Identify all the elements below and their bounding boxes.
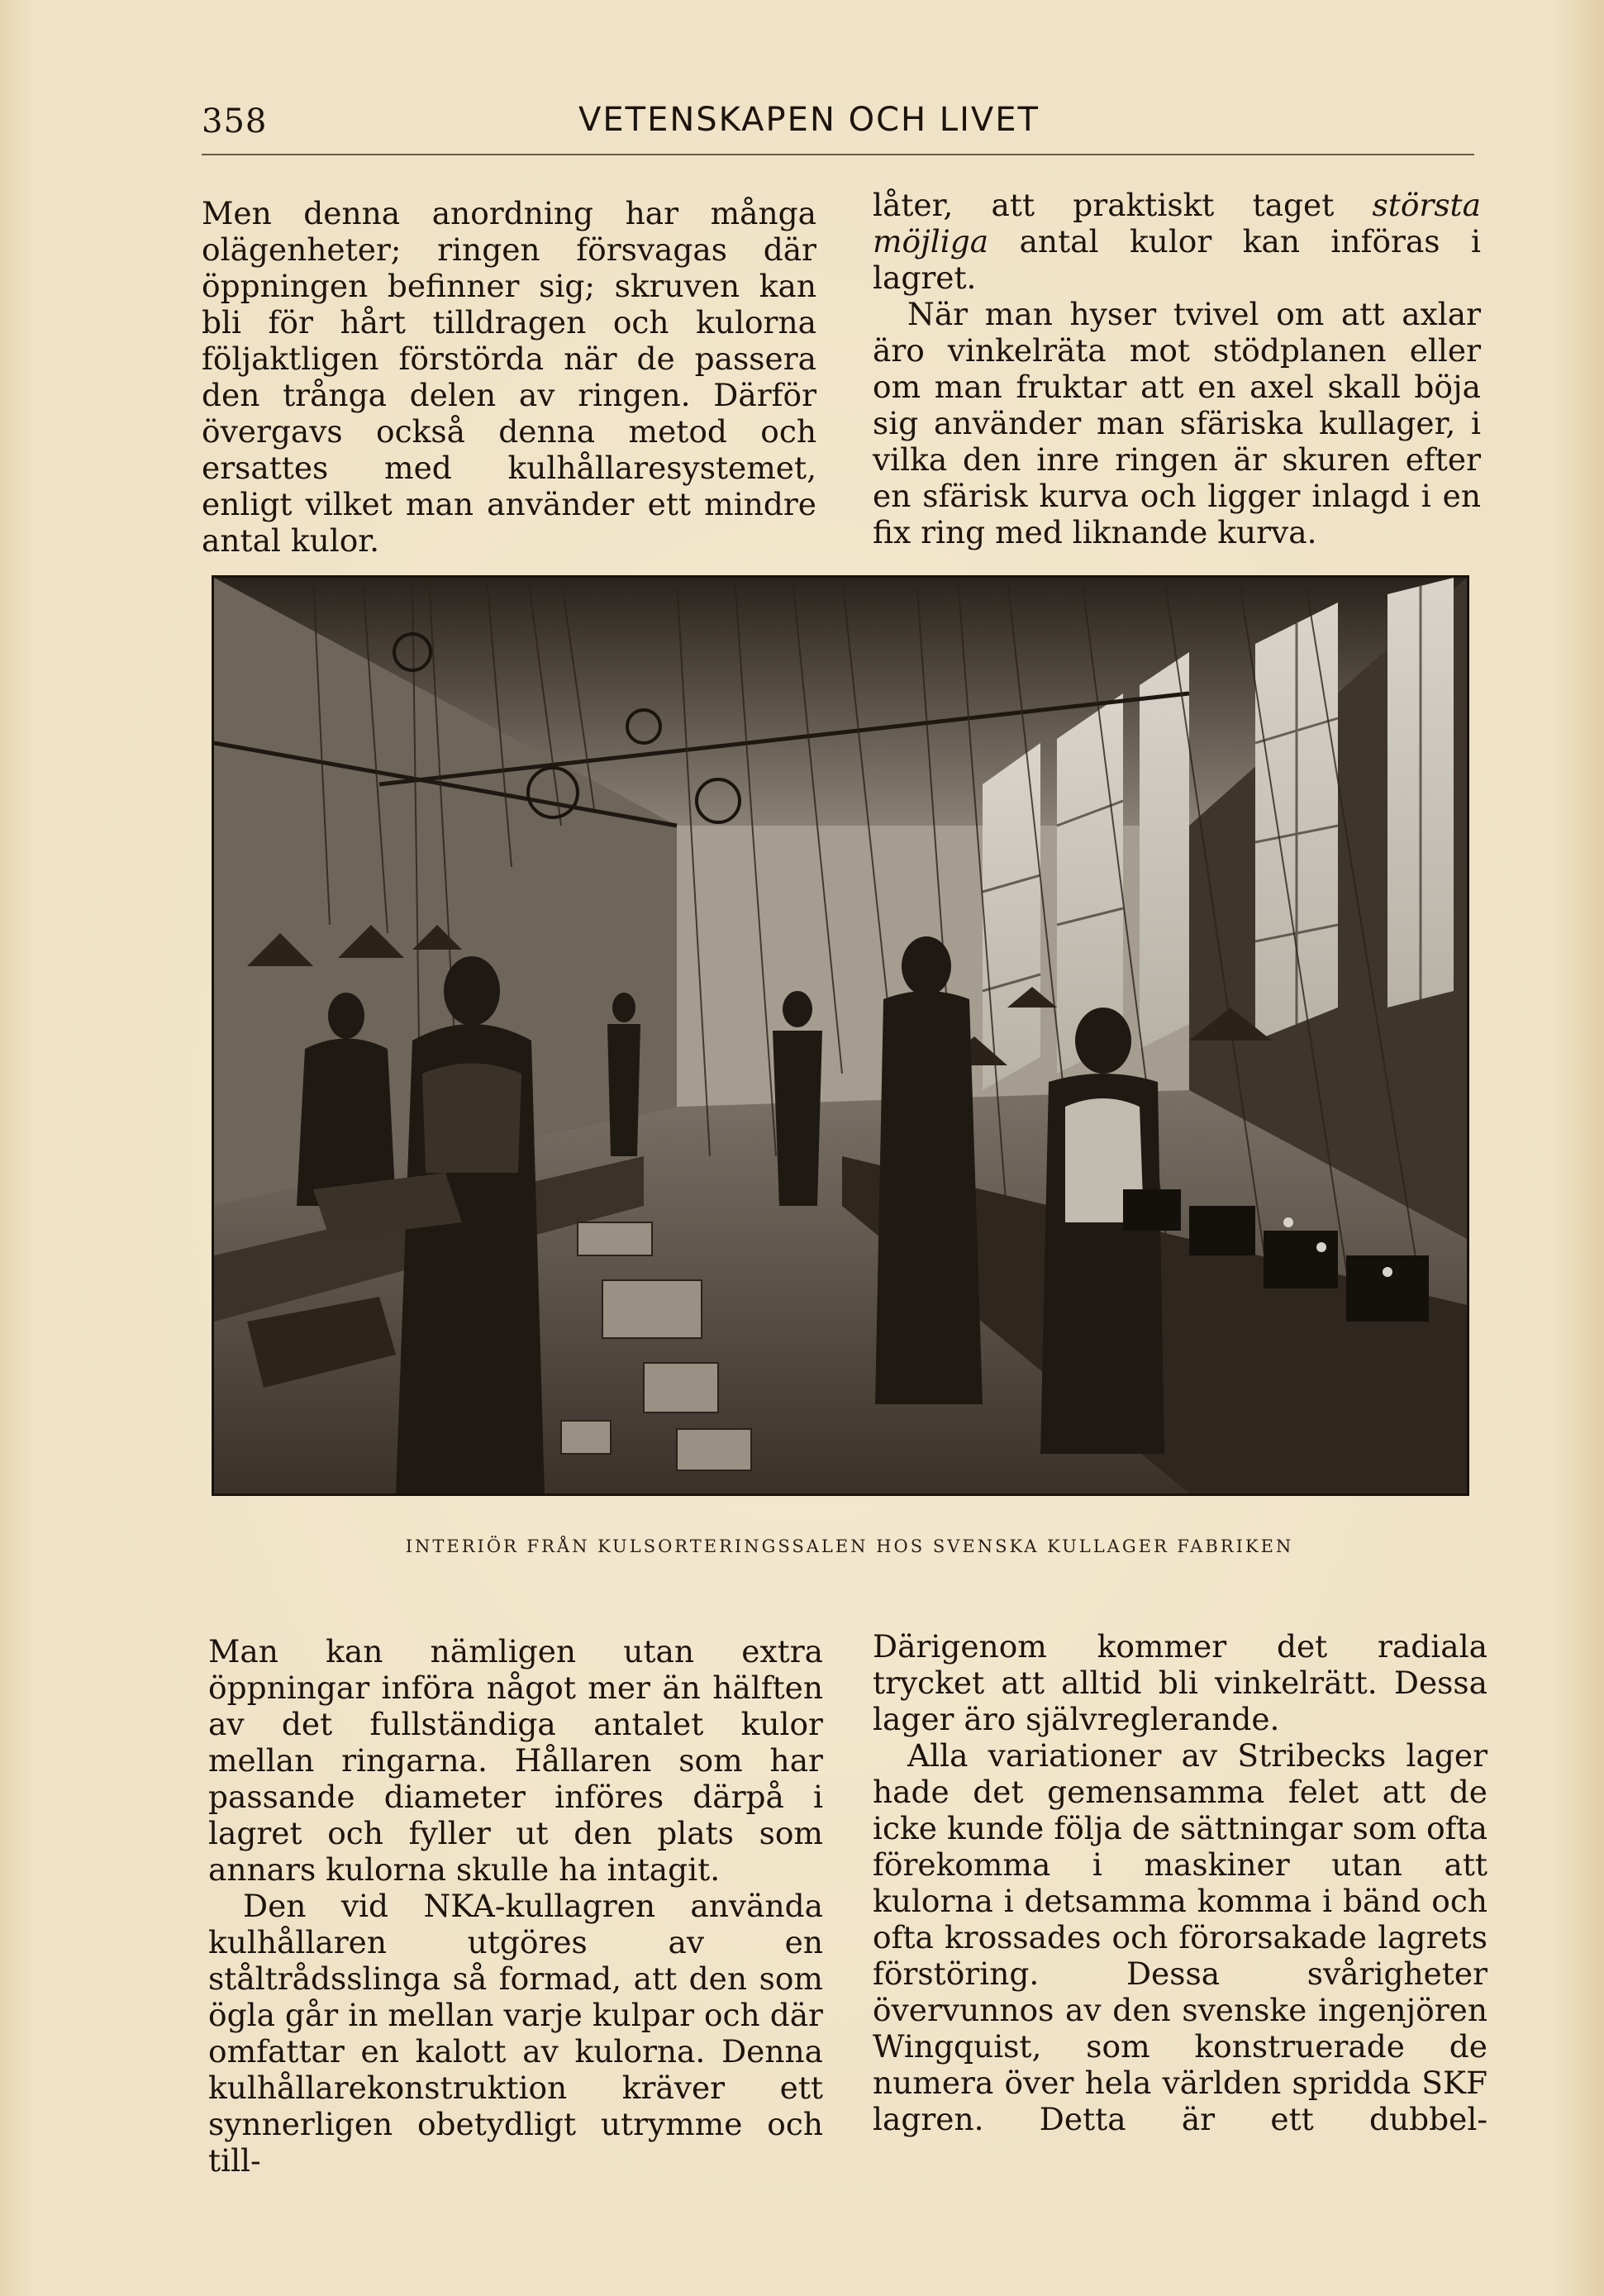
running-head: VETENSKAPEN OCH LIVET <box>578 101 1040 139</box>
text-run: låter, att praktiskt taget <box>873 187 1373 223</box>
italic-emphasis: största möjliga <box>873 187 1481 260</box>
bottom-right-column <box>873 1628 1487 2137</box>
bottom-right-paragraph-1: Därigenom kommer det radiala trycket att alltid bli vinkelrätt. Dessa lager äro självreglerande. <box>873 1628 1487 1737</box>
photo-caption: INTERIÖR FRÅN KULSORTERINGSSALEN HOS SVENSKA KULLAGER FABRIKEN <box>405 1536 1294 1556</box>
top-right-column <box>873 187 1481 550</box>
top-left-paragraph: Men denna anordning har många olägenheter; ringen försvagas där öppningen befinner sig; skruven kan bli för hårt tilldragen och kulorna följaktligen förstörda när de passera den trånga delen av ringen. Därför övergavs också denna metod och ersattes med kulhållaresystemet, enligt vilket man använder ett mindre antal kulor. <box>202 195 816 559</box>
top-right-paragraph-2: När man hyser tvivel om att axlar äro vinkelräta mot stödplanen eller om man fruktar att en axel skall böja sig använder man sfäriska kullager, i vilka den inre ringen är skuren efter en sfärisk kurva och ligger inlagd i en fix ring med liknande kurva. <box>873 296 1481 550</box>
photo-illustration <box>214 578 1467 1493</box>
bottom-right-paragraph-2: Alla variationer av Stribecks lager hade det gemensamma felet att de icke kunde följa de sättningar som ofta förekomma i maskiner utan att kulorna i detsamma komma i bänd och ofta krossades och förorsakade lagrets förstöring. Dessa svårigheter övervunnos av den svenske ingenjören Wingquist, som konstruerade de numera över hela världen spridda SKF lagren. Detta är ett dubbel- <box>873 1737 1487 2137</box>
header-rule <box>202 154 1474 155</box>
top-right-paragraph-1 <box>873 187 1481 296</box>
bottom-left-paragraph-1: Man kan nämligen utan extra öppningar införa något mer än hälften av det fullständiga antalet kulor mellan ringarna. Hållaren som har passande diameter införes därpå i lagret och fyller ut den plats som annars kulorna skulle ha intagit. <box>208 1633 823 1888</box>
factory-interior-photo <box>212 575 1469 1496</box>
text-run: antal kulor kan införas i lagret. <box>873 223 1481 296</box>
page-number: 358 <box>202 102 268 141</box>
top-left-column <box>202 195 816 559</box>
bottom-left-column <box>208 1633 823 2179</box>
bottom-left-paragraph-2: Den vid NKA-kullagren använda kulhållaren utgöres av en ståltrådsslinga så formad, att den som ögla går in mellan varje kulpar och där omfattar en kalott av kulorna. Denna kulhållarekonstruktion kräver ett synnerligen obetydligt utrymme och till- <box>208 1888 823 2179</box>
